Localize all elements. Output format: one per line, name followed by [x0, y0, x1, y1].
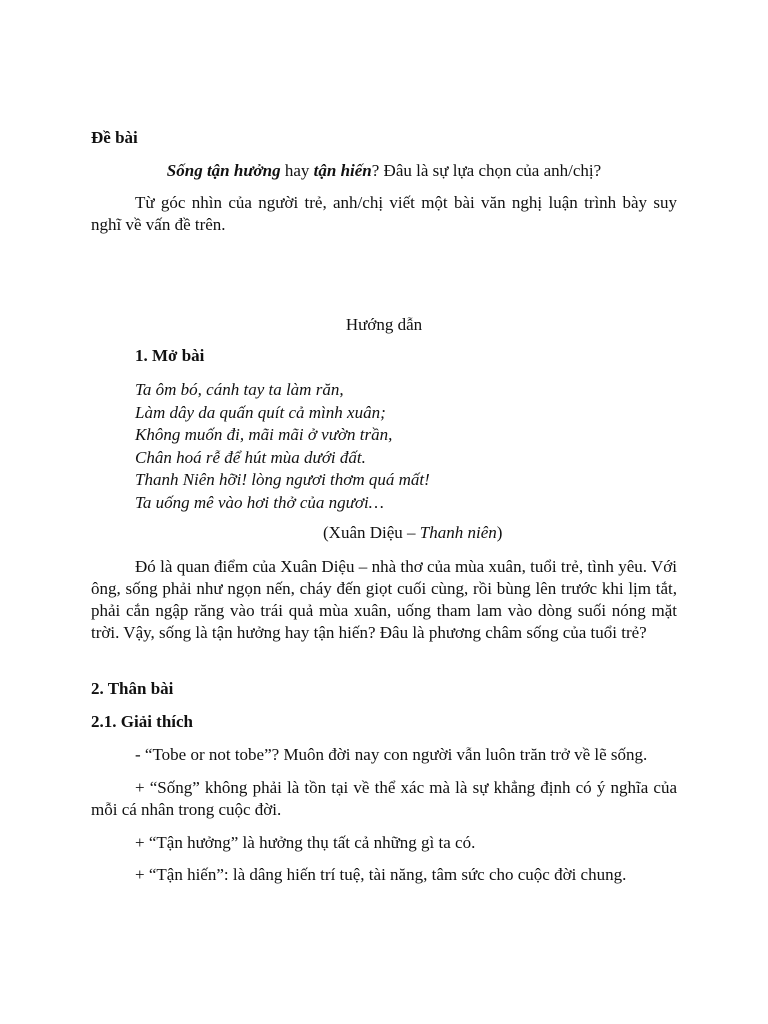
section-2-1-heading: 2.1. Giải thích [91, 712, 194, 731]
section-1-heading: 1. Mở bài [135, 346, 205, 365]
citation-prefix: (Xuân Diệu – [323, 523, 420, 542]
poem-line: Ta uống mê vào hơi thở của ngươi… [135, 492, 384, 512]
question-part-2: hay [280, 161, 314, 180]
task-paragraph: Từ góc nhìn của người trẻ, anh/chị viết một bài văn nghị luận trình bày suy nghĩ về vấn đề trên. [91, 193, 677, 234]
poem-line: Ta ôm bó, cánh tay ta làm răn, [135, 380, 344, 399]
point-item: + “Sống” không phải là tồn tại về thể xác mà là sự khẳng định có ý nghĩa của mỗi cá nhân trong cuộc đời. [91, 778, 677, 819]
heading-de-bai: Đề bài [91, 128, 138, 147]
question-line [91, 160, 677, 182]
question-part-3: tận hiến [313, 161, 372, 180]
point-item: + “Tận hưởng” là hưởng thụ tất cả những gì ta có. [135, 833, 476, 852]
poem-line: Chân hoá rễ để hút mùa dưới đất. [135, 447, 366, 467]
section-2-heading: 2. Thân bài [91, 679, 174, 698]
poem-line: Không muốn đi, mãi mãi ở vườn trần, [135, 425, 393, 444]
question-part-1: Sống tận hưởng [166, 161, 281, 180]
question-part-4: ? Đâu là sự lựa chọn của anh/chị? [371, 161, 602, 180]
point-item: + “Tận hiến”: là dâng hiến trí tuệ, tài năng, tâm sức cho cuộc đời chung. [135, 865, 627, 884]
point-item: - “Tobe or not tobe”? Muôn đời nay con người vẫn luôn trăn trở về lẽ sống. [135, 745, 648, 764]
intro-paragraph: Đó là quan điểm của Xuân Diệu – nhà thơ của mùa xuân, tuổi trẻ, tình yêu. Với ông, sống phải như ngọn nến, cháy đến giọt cuối cùng, rồi bùng lên trước khi lịm tắt, phải cắn ngập răng vào trái quả mùa xuân, uống tham lam vào dòng suối nóng mặt trời. Vậy, sống là tận hưởng hay tận hiến? Đâu là phương châm sống của tuổi trẻ? [91, 557, 677, 642]
poem-citation [323, 522, 623, 544]
citation-suffix: ) [496, 523, 503, 542]
poem-line: Thanh Niên hỡi! lòng ngươi thơm quá mất! [135, 470, 430, 489]
poem-line: Làm dây da quấn quít cả mình xuân; [135, 402, 386, 422]
guide-title: Hướng dẫn [345, 315, 423, 334]
citation-work: Thanh niên [419, 523, 497, 542]
poem-excerpt [135, 379, 675, 514]
